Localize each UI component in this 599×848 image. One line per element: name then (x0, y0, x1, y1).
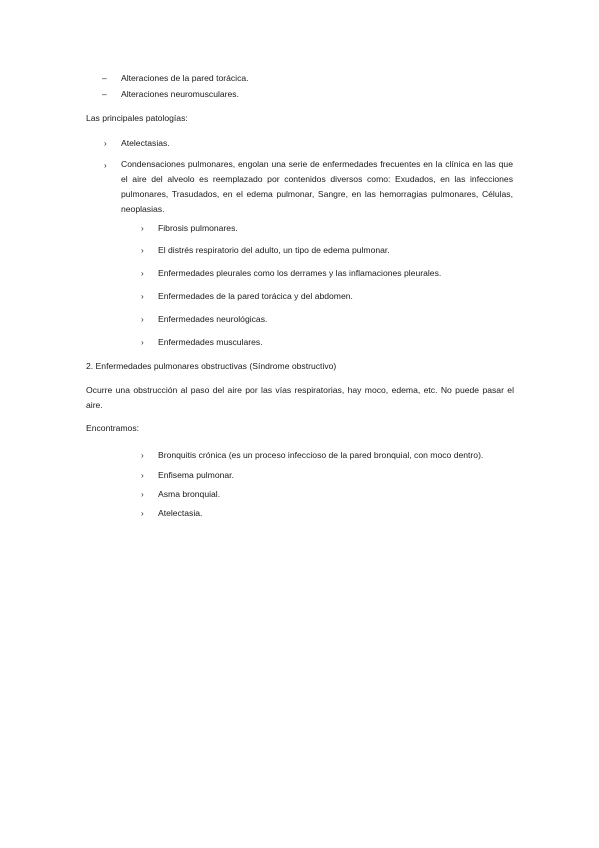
sub-item: El distrés respiratorio del adulto, un tipo de edema pulmonar. (158, 245, 390, 255)
chevron-bullet-icon: › (141, 509, 144, 518)
sub-item: Enfermedades pleurales como los derrames y las inflamaciones pleurales. (158, 268, 442, 278)
obstructive-item: Bronquitis crónica (es un proceso infeccioso de la pared bronquial, con moco dentro). (158, 450, 484, 460)
chevron-bullet-icon: › (104, 161, 107, 170)
sub-item: Enfermedades de la pared torácica y del abdomen. (158, 291, 353, 301)
dash-bullet-icon: – (102, 73, 107, 83)
obstructive-item: Asma bronquial. (158, 489, 221, 499)
chevron-bullet-icon: › (104, 139, 107, 148)
main-item: Atelectasias. (121, 138, 170, 148)
dash-item: Alteraciones neuromusculares. (121, 89, 239, 99)
section-paragraph: Ocurre una obstrucción al paso del aire por las vías respiratorias, hay moco, edema, etc. No puede pasar el aire. (86, 385, 514, 410)
chevron-bullet-icon: › (141, 490, 144, 499)
chevron-bullet-icon: › (141, 451, 144, 460)
encontramos-label: Encontramos: (86, 423, 140, 433)
obstructive-item: Atelectasia. (158, 508, 203, 518)
chevron-bullet-icon: › (141, 315, 144, 324)
dash-bullet-icon: – (102, 89, 107, 99)
chevron-bullet-icon: › (141, 269, 144, 278)
chevron-bullet-icon: › (141, 224, 144, 233)
section-heading: 2. Enfermedades pulmonares obstructivas (Síndrome obstructivo) (86, 361, 337, 371)
sub-item: Enfermedades neurológicas. (158, 314, 268, 324)
sub-item: Enfermedades musculares. (158, 337, 263, 347)
chevron-bullet-icon: › (141, 338, 144, 347)
main-item-paragraph: Condensaciones pulmonares, engolan una serie de enfermedades frecuentes en la clínica en las que el aire del alveolo es reemplazado por contenidos diversos como: Exudados, en las infecciones pulmonares, Trasudados, en el edema pulmonar, Sangre, en las hemorragias pulmonares, Células, neoplasias. (121, 159, 513, 214)
chevron-bullet-icon: › (141, 246, 144, 255)
dash-item: Alteraciones de la pared torácica. (121, 73, 249, 83)
chevron-bullet-icon: › (141, 292, 144, 301)
sub-item: Fibrosis pulmonares. (158, 223, 238, 233)
principales-label: Las principales patologías: (86, 113, 188, 123)
chevron-bullet-icon: › (141, 471, 144, 480)
obstructive-item: Enfisema pulmonar. (158, 470, 234, 480)
